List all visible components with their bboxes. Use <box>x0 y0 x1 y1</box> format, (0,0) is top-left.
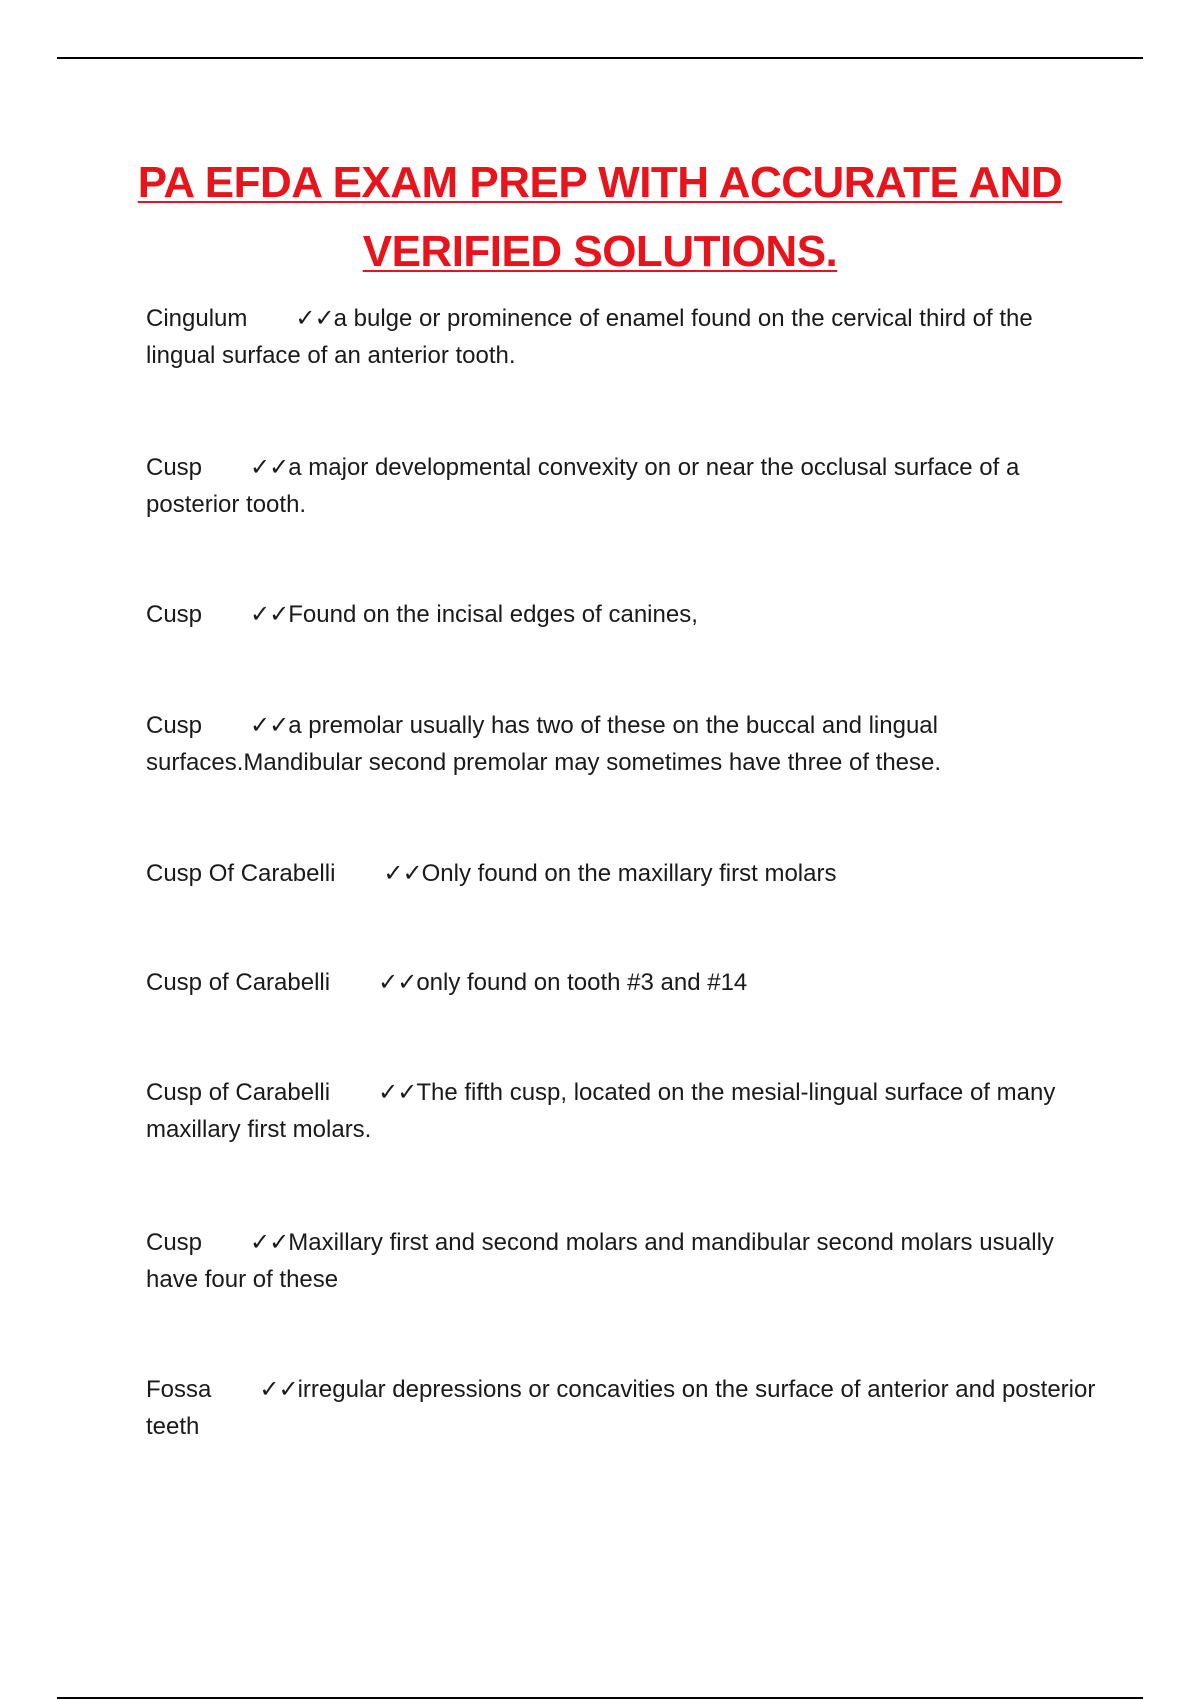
entry-term: Cusp Of Carabelli <box>146 860 336 887</box>
top-rule <box>57 57 1143 59</box>
check-icon: ✓✓ <box>383 859 422 887</box>
check-icon: ✓✓ <box>295 304 334 332</box>
entry-term: Cusp <box>146 1229 203 1256</box>
entry-definition: a bulge or prominence of enamel found on the cervical third of the lingual surface of an anterior tooth. <box>146 305 1033 369</box>
entry-definition: Only found on the maxillary first molars <box>421 860 837 887</box>
entry-term: Cusp <box>146 601 203 628</box>
entry-definition: irregular depressions or concavities on the surface of anterior and posterior teeth <box>146 1376 1096 1440</box>
entry-term: Cingulum <box>146 305 248 332</box>
check-icon: ✓✓ <box>259 1375 298 1403</box>
entry-term: Cusp <box>146 454 203 481</box>
title-line-1: PA EFDA EXAM PREP WITH ACCURATE AND <box>137 158 1063 207</box>
entry-definition: only found on tooth #3 and #14 <box>416 969 748 996</box>
list-item <box>146 1224 1106 1298</box>
check-icon: ✓✓ <box>378 1078 417 1106</box>
list-item <box>146 964 1106 1001</box>
entry-definition: a premolar usually has two of these on the buccal and lingual surfaces.Mandibular second premolar may sometimes have three of these. <box>146 712 942 776</box>
list-item <box>146 855 1106 892</box>
list-item <box>146 596 1106 633</box>
check-icon: ✓✓ <box>378 968 417 996</box>
list-item <box>146 1371 1106 1445</box>
bottom-rule <box>57 1697 1143 1699</box>
entry-term: Cusp of Carabelli <box>146 1079 331 1106</box>
page-title <box>60 148 1140 286</box>
entry-term: Fossa <box>146 1376 212 1403</box>
entry-definition: a major developmental convexity on or near the occlusal surface of a posterior tooth. <box>146 454 1020 518</box>
list-item <box>146 1074 1106 1148</box>
check-icon: ✓✓ <box>250 600 289 628</box>
entry-definition: Found on the incisal edges of canines, <box>288 601 698 628</box>
entry-term: Cusp of Carabelli <box>146 969 331 996</box>
check-icon: ✓✓ <box>250 711 289 739</box>
entry-definition: Maxillary first and second molars and mandibular second molars usually have four of these <box>146 1229 1054 1293</box>
check-icon: ✓✓ <box>250 1228 289 1256</box>
title-line-2: VERIFIED SOLUTIONS. <box>362 227 838 276</box>
list-item <box>146 707 1106 781</box>
entry-term: Cusp <box>146 712 203 739</box>
list-item <box>146 449 1106 523</box>
list-item <box>146 300 1106 374</box>
entry-definition: The fifth cusp, located on the mesial-lingual surface of many maxillary first molars. <box>146 1079 1056 1143</box>
check-icon: ✓✓ <box>250 453 289 481</box>
